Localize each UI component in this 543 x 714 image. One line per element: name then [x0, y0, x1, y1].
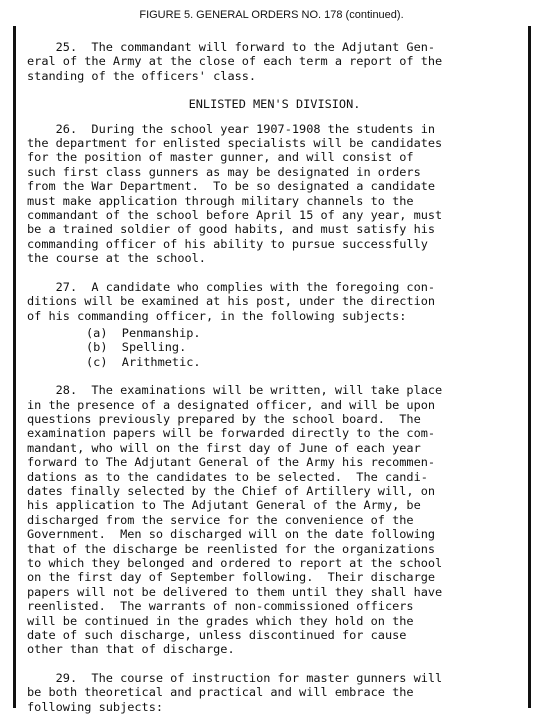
paragraph-28: 28. The examinations will be written, will take place in the presence of a designated officer, and will be upon questions previously prepared by the school board. The examination papers will be forwarded directly to the com- mandant, who will on the first day of June of each year forward to The Adjutant General of the Army his recommen- dations as to the candidates to be selected. The candi- dates finally selected by the Chief of Artillery will, on his application to The Adjutant General of the Army, be discharged from the service for the convenience of the Government. Men so discharged will on the date following that of the discharge be reenlisted for the organizations to which they belonged and ordered to report at the school on the first day of September following. Their discharge papers will not be delivered to them until they shall have reenlisted. The warrants of non-commissioned officers will be continued in the grades which they hold on the date of such discharge, unless discontinued for cause other than that of discharge. [27, 383, 443, 657]
subject-item: (c) Arithmetic. [86, 354, 201, 369]
document-body [27, 40, 522, 714]
subject-item: (b) Spelling. [86, 340, 187, 355]
paragraph-27: 27. A candidate who complies with the foregoing con- ditions will be examined at his post, under the direction of his commanding officer, in the following subjects: [27, 279, 436, 323]
paragraph-25: 25. The commandant will forward to the Adjutant Gen- eral of the Army at the close of each term a report of the standing of the officers' class. [27, 40, 443, 83]
section-heading: ENLISTED MEN'S DIVISION. [188, 97, 361, 112]
subject-item: (a) Penmanship. [86, 325, 201, 340]
paragraph-29: 29. The course of instruction for master gunners will be both theoretical and practical and will embrace the following subjects: [27, 670, 443, 714]
paragraph-26: 26. During the school year 1907-1908 the students in the department for enlisted specialists will be candidates for the position of master gunner, and will consist of such first class gunners as may be designated in orders from the War Department. To be so designated a candidate must make application through military channels to the commandant of the school before April 15 of any year, must be a trained soldier of good habits, and must satisfy his commanding officer of his ability to pursue successfully the course at the school. [27, 121, 443, 266]
subject-list [27, 326, 522, 369]
right-border-rule [528, 26, 531, 708]
figure-caption: FIGURE 5. GENERAL ORDERS NO. 178 (continued). [139, 9, 404, 21]
left-border-rule [13, 26, 16, 708]
